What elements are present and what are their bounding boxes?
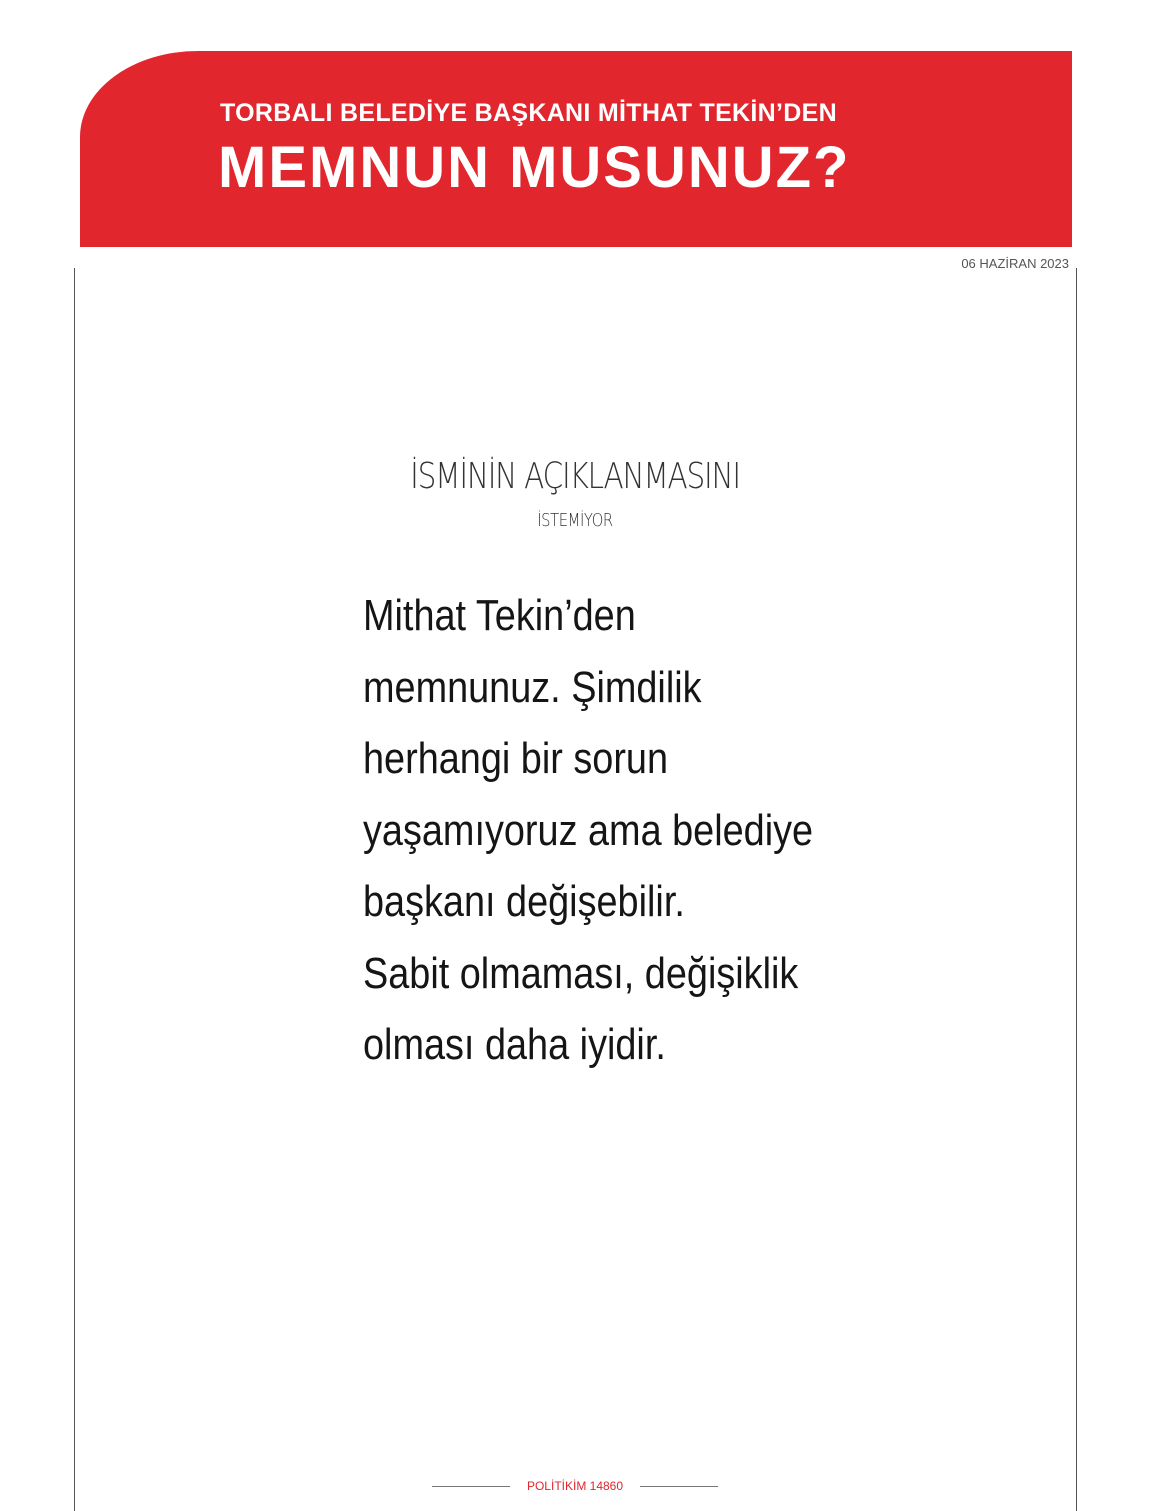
respondent-kicker-line2: İSTEMİYOR — [537, 510, 613, 531]
footer-label: POLİTİKİM 14860 — [526, 1479, 624, 1493]
quote-line: Sabit olmaması, değişiklik — [363, 948, 799, 998]
right-border-rule — [1076, 268, 1077, 1511]
footer-divider-right — [640, 1486, 718, 1487]
quote-body — [363, 580, 923, 1081]
quote-line: Mithat Tekin’den — [363, 591, 636, 640]
header-subtitle: TORBALI BELEDİYE BAŞKANI MİTHAT TEKİN’DEN — [220, 99, 837, 127]
quote-line: herhangi bir sorun — [363, 734, 669, 783]
quote-line: başkanı değişebilir. — [363, 877, 685, 926]
quote-line: yaşamıyoruz ama belediye — [363, 805, 814, 855]
publication-date: 06 HAZİRAN 2023 — [961, 256, 1069, 271]
left-border-rule — [74, 268, 75, 1511]
quote-line: olması daha iyidir. — [363, 1020, 666, 1069]
quote-line: memnunuz. Şimdilik — [363, 662, 702, 712]
header-title: MEMNUN MUSUNUZ? — [218, 135, 851, 200]
respondent-kicker-line1: İSMİNİN AÇIKLANMASINI — [410, 456, 740, 497]
header-banner — [80, 51, 1072, 247]
